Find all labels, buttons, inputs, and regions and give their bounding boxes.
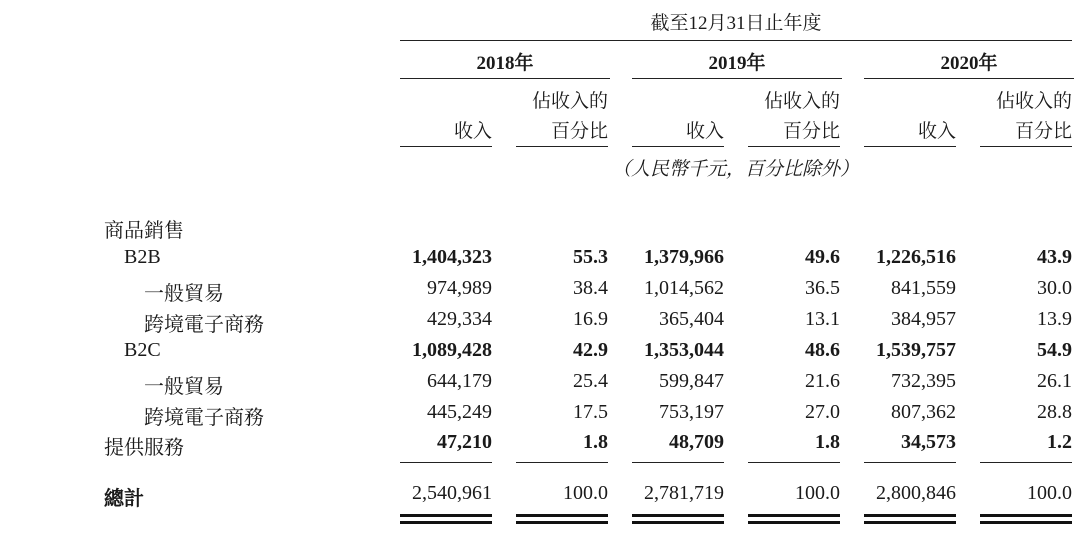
cell-b2b-cb-pct-2019: 13.1	[805, 308, 840, 330]
year-2019: 2019年	[708, 53, 766, 74]
cell-b2b-gt-rev-2019: 1,014,562	[644, 277, 724, 299]
cell-b2c-rev-2018: 1,089,428	[412, 339, 492, 361]
total-double-rule	[400, 521, 492, 524]
row-label-total: 總計	[104, 488, 144, 510]
total-double-rule	[980, 521, 1072, 524]
cell-b2c-pct-2020: 54.9	[1037, 339, 1072, 361]
total-double-rule	[400, 514, 492, 517]
cell-b2b-cb-rev-2020: 384,957	[891, 308, 956, 330]
row-label-b2b-cross-border: 跨境電子商務	[144, 314, 264, 336]
cell-total-rev-2018: 2,540,961	[412, 482, 492, 504]
cell-services-rev-2019: 48,709	[669, 431, 724, 453]
subtotal-rule	[748, 462, 840, 463]
col-revenue-2019: 收入	[685, 121, 724, 142]
unit-note: （人民幣千元，百分比除外）	[612, 159, 860, 180]
cell-total-rev-2020: 2,800,846	[876, 482, 956, 504]
cell-b2c-gt-pct-2020: 26.1	[1037, 370, 1072, 392]
year-rule-2018	[400, 78, 610, 79]
cell-b2b-gt-rev-2020: 841,559	[891, 277, 956, 299]
col-pct-2018-l1: 佔收入的	[531, 91, 608, 112]
row-label-goods-sales: 商品銷售	[104, 220, 184, 242]
total-double-rule	[516, 514, 608, 517]
total-double-rule	[748, 514, 840, 517]
year-2018: 2018年	[476, 53, 534, 74]
year-rule-2019	[632, 78, 842, 79]
col-rule	[632, 146, 724, 147]
row-label-b2c-general-trade: 一般貿易	[144, 376, 224, 398]
cell-b2b-cb-pct-2020: 13.9	[1037, 308, 1072, 330]
cell-b2c-gt-rev-2020: 732,395	[891, 370, 956, 392]
cell-services-rev-2020: 34,573	[901, 431, 956, 453]
cell-b2c-cb-pct-2020: 28.8	[1037, 401, 1072, 423]
total-double-rule	[980, 514, 1072, 517]
subtotal-rule	[864, 462, 956, 463]
cell-total-rev-2019: 2,781,719	[644, 482, 724, 504]
row-label-b2b-general-trade: 一般貿易	[144, 283, 224, 305]
cell-b2c-gt-rev-2019: 599,847	[659, 370, 724, 392]
cell-total-pct-2018: 100.0	[563, 482, 608, 504]
col-revenue-2018: 收入	[453, 121, 492, 142]
cell-b2b-gt-pct-2018: 38.4	[573, 277, 608, 299]
col-rule	[980, 146, 1072, 147]
cell-b2b-cb-pct-2018: 16.9	[573, 308, 608, 330]
col-revenue-2020: 收入	[917, 121, 956, 142]
cell-b2c-cb-rev-2018: 445,249	[427, 401, 492, 423]
cell-b2c-rev-2020: 1,539,757	[876, 339, 956, 361]
cell-b2b-pct-2018: 55.3	[573, 246, 608, 268]
cell-b2c-pct-2018: 42.9	[573, 339, 608, 361]
total-double-rule	[748, 521, 840, 524]
cell-b2b-rev-2020: 1,226,516	[876, 246, 956, 268]
col-pct-2020-l1: 佔收入的	[995, 91, 1072, 112]
subtotal-rule	[516, 462, 608, 463]
cell-total-pct-2019: 100.0	[795, 482, 840, 504]
row-label-b2b: B2B	[124, 246, 161, 268]
cell-b2c-rev-2019: 1,353,044	[644, 339, 724, 361]
total-double-rule	[516, 521, 608, 524]
total-double-rule	[864, 521, 956, 524]
cell-b2b-rev-2018: 1,404,323	[412, 246, 492, 268]
cell-total-pct-2020: 100.0	[1027, 482, 1072, 504]
total-double-rule	[864, 514, 956, 517]
cell-b2c-gt-pct-2019: 21.6	[805, 370, 840, 392]
cell-b2b-gt-rev-2018: 974,989	[427, 277, 492, 299]
cell-services-pct-2019: 1.8	[815, 431, 840, 453]
col-pct-2018-l2: 百分比	[550, 121, 608, 142]
year-rule-2020	[864, 78, 1074, 79]
cell-b2b-pct-2019: 49.6	[805, 246, 840, 268]
row-label-services: 提供服務	[104, 437, 184, 459]
cell-b2b-rev-2019: 1,379,966	[644, 246, 724, 268]
row-label-b2c: B2C	[124, 339, 161, 361]
cell-b2b-gt-pct-2020: 30.0	[1037, 277, 1072, 299]
total-double-rule	[632, 514, 724, 517]
col-rule	[400, 146, 492, 147]
cell-b2c-cb-pct-2018: 17.5	[573, 401, 608, 423]
subtotal-rule	[400, 462, 492, 463]
total-double-rule	[632, 521, 724, 524]
col-pct-2019-l2: 百分比	[782, 121, 840, 142]
cell-b2c-cb-rev-2020: 807,362	[891, 401, 956, 423]
cell-b2b-gt-pct-2019: 36.5	[805, 277, 840, 299]
subtotal-rule	[632, 462, 724, 463]
cell-services-rev-2018: 47,210	[437, 431, 492, 453]
header-rule	[400, 40, 1072, 41]
cell-services-pct-2020: 1.2	[1047, 431, 1072, 453]
col-pct-2020-l2: 百分比	[1014, 121, 1072, 142]
col-pct-2019-l1: 佔收入的	[763, 91, 840, 112]
cell-b2c-cb-pct-2019: 27.0	[805, 401, 840, 423]
period-header: 截至12月31日止年度	[650, 13, 822, 34]
cell-services-pct-2018: 1.8	[583, 431, 608, 453]
year-2020: 2020年	[940, 53, 998, 74]
row-label-b2c-cross-border: 跨境電子商務	[144, 407, 264, 429]
cell-b2b-cb-rev-2019: 365,404	[659, 308, 724, 330]
cell-b2c-gt-pct-2018: 25.4	[573, 370, 608, 392]
cell-b2b-pct-2020: 43.9	[1037, 246, 1072, 268]
col-rule	[516, 146, 608, 147]
cell-b2c-cb-rev-2019: 753,197	[659, 401, 724, 423]
cell-b2b-cb-rev-2018: 429,334	[427, 308, 492, 330]
cell-b2c-gt-rev-2018: 644,179	[427, 370, 492, 392]
col-rule	[864, 146, 956, 147]
subtotal-rule	[980, 462, 1072, 463]
cell-b2c-pct-2019: 48.6	[805, 339, 840, 361]
col-rule	[748, 146, 840, 147]
